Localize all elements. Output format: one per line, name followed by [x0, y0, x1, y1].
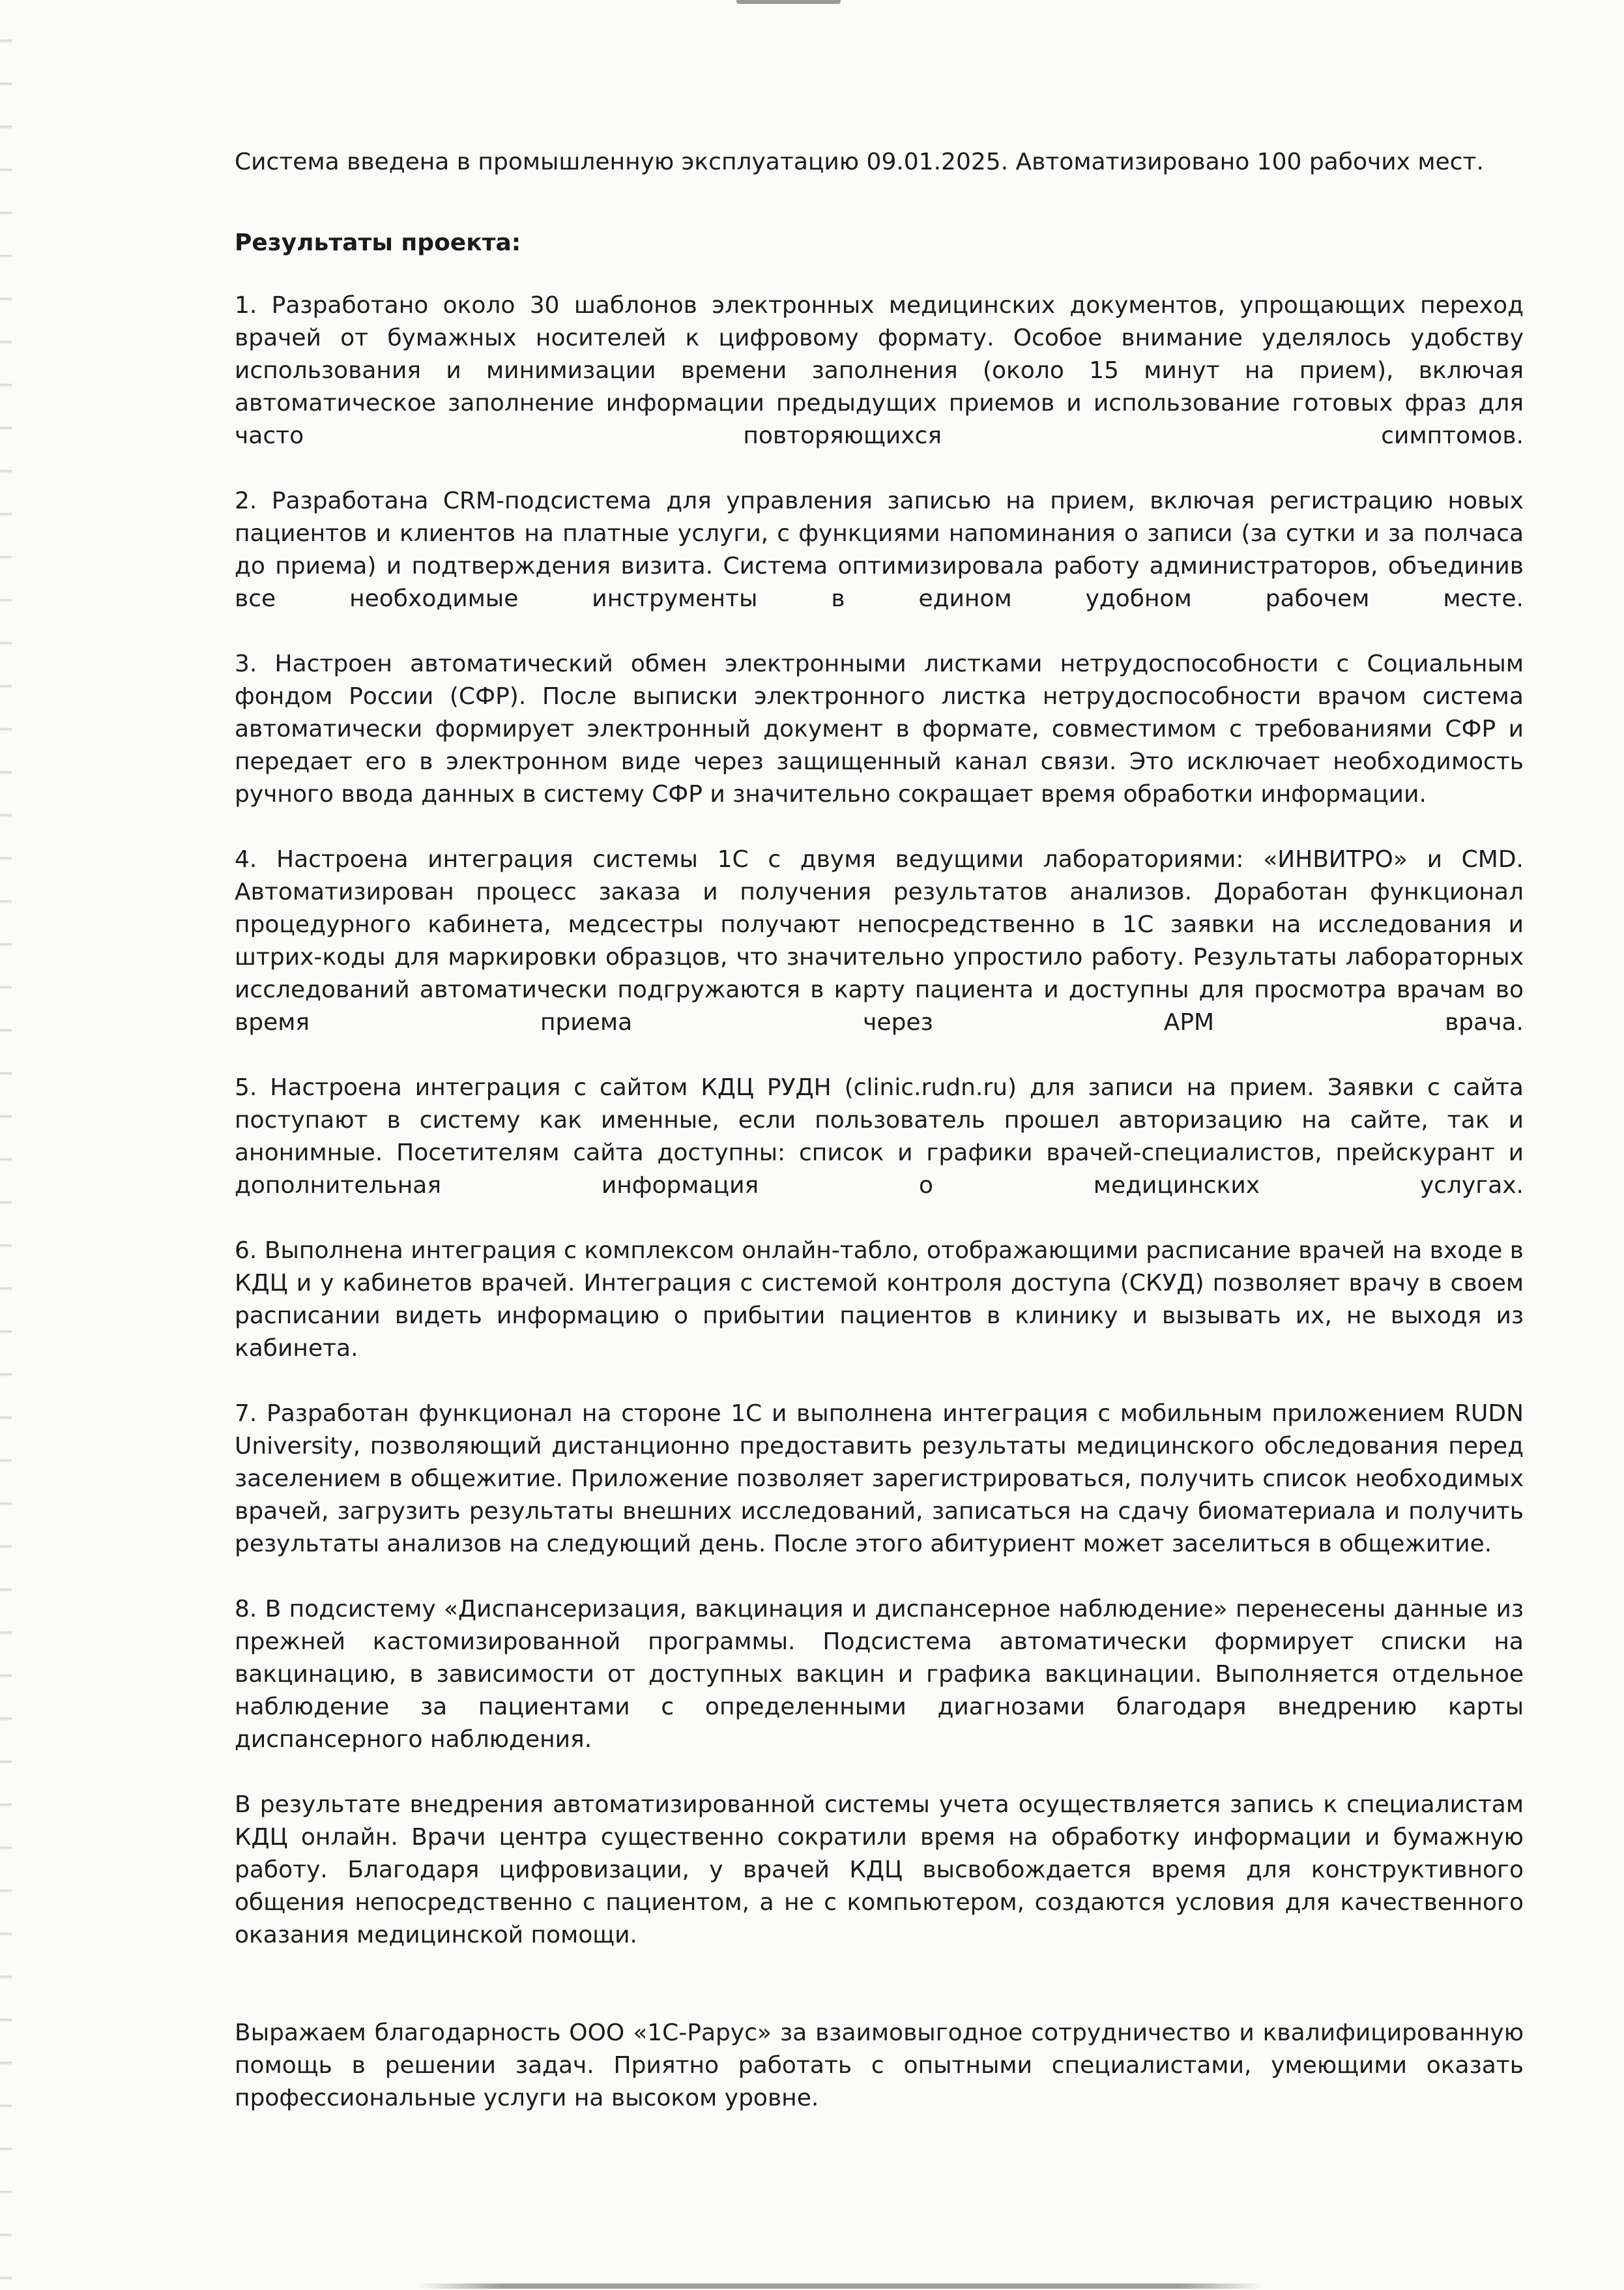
conclusion-paragraph: В результате внедрения автоматизированной системы учета осуществляется запись к специалистам КДЦ онлайн. Врачи центра существенно сократили время на обработку информации и бумажную работу. Благодаря цифровизации, у врачей КДЦ высвобождается время для конструктивного общения непосредственно с пациентом, а не с компьютером, создаются условия для качественного оказания медицинской помощи. [235, 1791, 1524, 1948]
binding-edge [0, 0, 12, 2290]
results-heading: Результаты проекта: [235, 229, 521, 256]
thanks-paragraph: Выражаем благодарность ООО «1С-Рарус» за взаимовыгодное сотрудничество и квалифицированную помощь в решении задач. Приятно работать с опытными специалистами, умеющими оказать профессиональные услуги на высоком уровне. [235, 2019, 1524, 2111]
result-item-3: 3. Настроен автоматический обмен электронными листками нетрудоспособности с Социальным фондом России (СФР). После выписки электронного листка нетрудоспособности врачом система автоматически формирует электронный документ в формате, совместимом с требованиями СФР и передает его в электронном виде через защищенный канал связи. Это исключает необходимость ручного ввода данных в систему СФР и значительно сокращает время обработки информации. [235, 651, 1524, 808]
result-item-7: 7. Разработан функционал на стороне 1С и выполнена интеграция с мобильным приложением RUDN University, позволяющий дистанционно предоставить результаты медицинского обследования перед заселением в общежитие. Приложение позволяет зарегистрироваться, получить список необходимых врачей, загрузить результаты внешних исследований, записаться на сдачу биоматериала и получить результаты анализов на следующий день. После этого абитуриент может заселиться в общежитие. [235, 1400, 1524, 1557]
result-item-6: 6. Выполнена интеграция с комплексом онлайн-табло, отображающими расписание врачей на входе в КДЦ и у кабинетов врачей. Интеграция с системой контроля доступа (СКУД) позволяет врачу в своем расписании видеть информацию о прибытии пациентов в клинику и вызывать их, не выходя из кабинета. [235, 1237, 1524, 1362]
result-item-2: 2. Разработана CRM-подсистема для управления записью на прием, включая регистрацию новых пациентов и клиентов на платные услуги, с функциями напоминания о записи (за сутки и за полчаса до приема) и подтверждения визита. Система оптимизировала работу администраторов, объединив все необходимые инструменты в едином удобном рабочем месте. [235, 488, 1524, 612]
document-body [235, 146, 1524, 2115]
result-item-8: 8. В подсистему «Диспансеризация, вакцинация и диспансерное наблюдение» перенесены данные из прежней кастомизированной программы. Подсистема автоматически формирует списки на вакцинацию, в зависимости от доступных вакцин и графика вакцинации. Выполняется отдельное наблюдение за пациентами с определенными диагнозами благодаря внедрению карты диспансерного наблюдения. [235, 1596, 1524, 1753]
result-item-1: 1. Разработано около 30 шаблонов электронных медицинских документов, упрощающих переход врачей от бумажных носителей к цифровому формату. Особое внимание уделялось удобству использования и минимизации времени заполнения (около 15 минут на прием), включая автоматическое заполнение информации предыдущих приемов и использование готовых фраз для часто повторяющихся симптомов. [235, 292, 1524, 449]
scan-top-mark [736, 0, 841, 4]
result-item-5: 5. Настроена интеграция с сайтом КДЦ РУДН (clinic.rudn.ru) для записи на прием. Заявки с сайта поступают в систему как именные, если пользователь прошел авторизацию на сайте, так и анонимные. Посетителям сайта доступны: список и графики врачей-специалистов, прейскурант и дополнительная информация о медицинских услугах. [235, 1074, 1524, 1199]
result-item-4: 4. Настроена интеграция системы 1С с двумя ведущими лабораториями: «ИНВИТРО» и CMD. Автоматизирован процесс заказа и получения результатов анализов. Доработан функционал процедурного кабинета, медсестры получают непосредственно в 1С заявки на исследования и штрих-коды для маркировки образцов, что значительно упростило работу. Результаты лабораторных исследований автоматически подгружаются в карту пациента и доступны для просмотра врачам во время приема через АРМ врача. [235, 846, 1524, 1036]
intro-paragraph: Система введена в промышленную эксплуатацию 09.01.2025. Автоматизировано 100 рабочих мест. [235, 149, 1484, 175]
scan-bottom-mark [417, 2283, 1264, 2289]
